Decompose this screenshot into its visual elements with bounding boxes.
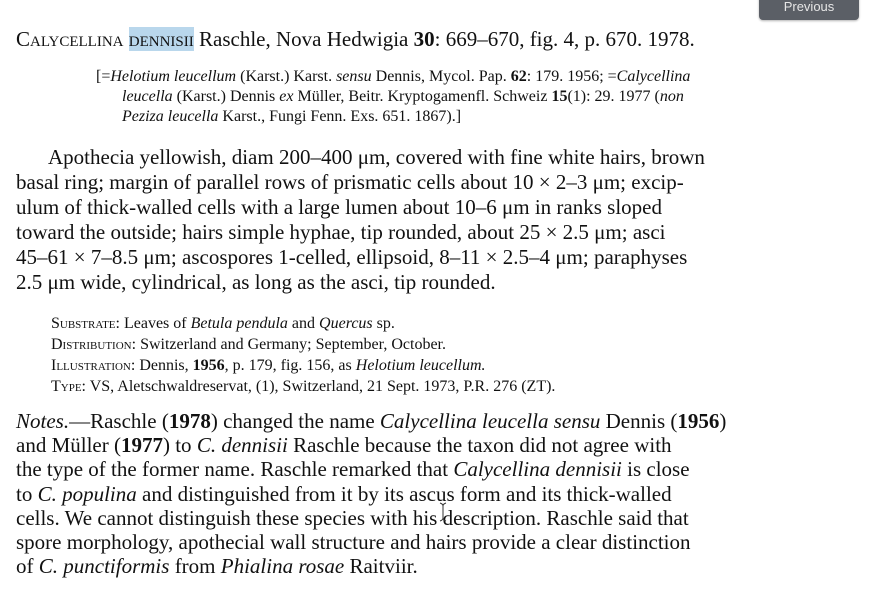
text-run: Raitviir. xyxy=(344,554,418,579)
year-ref: 1956 xyxy=(677,409,720,433)
taxon-name: leucella xyxy=(122,88,173,105)
text-run: Dennis, Mycol. Pap. xyxy=(371,68,511,85)
text-run: sensu xyxy=(336,68,372,85)
description-paragraph xyxy=(16,145,836,295)
text-run: and distinguished from it by its ascus form and its thick-walled xyxy=(136,481,672,506)
text-run: : 179. 1956; = xyxy=(526,68,617,85)
type-row xyxy=(51,376,831,397)
species-heading xyxy=(16,26,856,52)
text-cursor-icon xyxy=(438,502,448,522)
volume-number: 62 xyxy=(510,68,527,85)
heading-volume: 30 xyxy=(413,27,435,51)
substrate-row xyxy=(51,313,831,334)
synonymy-line xyxy=(96,87,836,107)
description-line: toward the outside; hairs simple hyphae, tip rounded, about 25 × 2.5 μm; asci xyxy=(16,220,666,244)
text-run: sp. xyxy=(372,315,395,332)
text-run: (Karst.) Dennis xyxy=(172,88,280,105)
text-run: Karst., Fungi Fenn. Exs. 651. 1867).] xyxy=(218,108,462,125)
text-run: [= xyxy=(96,68,111,85)
text-run: ex xyxy=(279,88,294,105)
volume-number: 15 xyxy=(551,88,568,105)
synonymy-block xyxy=(96,67,836,127)
taxon-name: Quercus xyxy=(319,315,373,332)
year-ref: 1978 xyxy=(168,409,211,433)
selected-species-epithet[interactable]: dennisii xyxy=(128,27,194,51)
taxon-name: Calycellina xyxy=(616,68,691,85)
text-run: Müller, Beitr. Kryptogamenfl. Schweiz xyxy=(293,88,552,105)
distribution-value: Switzerland and Germany; September, October. xyxy=(136,336,446,353)
taxon-name: Helotium leucellum xyxy=(110,68,237,85)
text-run: ) to xyxy=(162,433,197,458)
notes-paragraph xyxy=(16,409,836,578)
description-line: basal ring; margin of parallel rows of prismatic cells about 10 × 2–3 μm; excip- xyxy=(16,170,684,194)
text-run: from xyxy=(169,554,221,579)
taxon-name: Calycellina leucella sensu xyxy=(379,409,601,433)
text-run: the type of the former name. Raschle remarked that xyxy=(16,457,454,482)
substrate-label: Substrate: xyxy=(51,315,120,332)
text-run: —Raschle ( xyxy=(69,409,169,433)
synonymy-line xyxy=(96,67,836,87)
description-line: 2.5 μm wide, cylindrical, as long as the asci, tip rounded. xyxy=(16,270,496,294)
text-run: and Müller ( xyxy=(16,433,121,458)
taxon-name: Phialina rosae xyxy=(220,554,345,579)
type-value: VS, Aletschwaldreservat, (1), Switzerland, 21 Sept. 1973, P.R. 276 (ZT). xyxy=(86,378,556,395)
text-run: of xyxy=(16,554,39,579)
taxon-name: Helotium leucellum. xyxy=(355,357,486,374)
text-run: and xyxy=(287,315,320,332)
notes-line: spore morphology, apothecial wall structure and hairs provide a clear distinction xyxy=(16,530,691,555)
notes-line xyxy=(16,482,836,506)
text-run: (1): 29. 1977 ( xyxy=(567,88,660,105)
notes-line: cells. We cannot distinguish these species with his description. Raschle said that xyxy=(16,505,689,530)
text-run: to xyxy=(16,481,38,506)
description-line: ulum of thick-walled cells with a large lumen about 10–6 μm in ranks sloped xyxy=(16,195,662,219)
heading-author-ref: Raschle, Nova Hedwigia xyxy=(193,27,414,51)
text-run: non xyxy=(659,88,684,105)
taxon-name: C. punctiformis xyxy=(38,554,170,579)
heading-pages: : 669–670, fig. 4, p. 670. 1978. xyxy=(434,27,695,51)
genus-name: Calycellina xyxy=(16,27,124,51)
description-line: 45–61 × 7–8.5 μm; ascospores 1-celled, ellipsoid, 8–11 × 2.5–4 μm; paraphyses xyxy=(16,245,688,269)
text-run: Raschle because the taxon did not agree with xyxy=(287,433,672,458)
distribution-row xyxy=(51,334,831,355)
notes-line xyxy=(16,554,836,578)
description-line: Apothecia yellowish, diam 200–400 μm, covered with fine white hairs, brown xyxy=(48,145,705,169)
taxon-name: Calycellina dennisii xyxy=(453,457,622,482)
text-run: Dennis, xyxy=(135,357,193,374)
text-run: ) changed the name xyxy=(210,409,380,433)
taxon-name: Betula pendula xyxy=(190,315,288,332)
previous-button[interactable] xyxy=(759,0,859,20)
notes-label: Notes. xyxy=(16,409,70,433)
year-ref: 1977 xyxy=(120,433,163,458)
synonymy-line xyxy=(96,107,836,127)
text-run: (Karst.) Karst. xyxy=(236,68,337,85)
illustration-row xyxy=(51,355,831,376)
distribution-label: Distribution: xyxy=(51,336,137,353)
notes-line xyxy=(16,409,836,433)
taxon-name: C. dennisii xyxy=(196,433,288,458)
type-label: Type: xyxy=(51,378,86,395)
year-ref: 1956 xyxy=(192,357,225,374)
illustration-label: Illustration: xyxy=(51,357,136,374)
notes-line xyxy=(16,433,836,457)
text-run: ) xyxy=(719,409,727,433)
taxon-name: Peziza leucella xyxy=(122,108,219,125)
specimen-metadata xyxy=(51,313,831,397)
text-run: is close xyxy=(621,457,690,482)
notes-line xyxy=(16,457,836,481)
previous-button-label: Previous xyxy=(783,0,835,14)
text-run: Dennis ( xyxy=(600,409,678,433)
text-run: Leaves of xyxy=(119,315,191,332)
taxon-name: C. populina xyxy=(37,481,137,506)
text-run: , p. 179, fig. 156, as xyxy=(224,357,356,374)
